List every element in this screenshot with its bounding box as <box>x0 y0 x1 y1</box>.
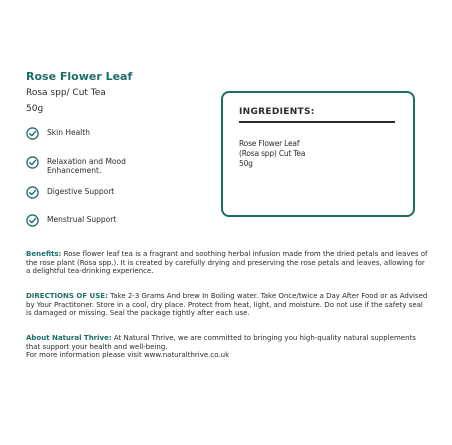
product-subtitle: Rosa spp/ Cut Tea <box>26 88 106 98</box>
benefit-item-menstrual <box>26 214 157 227</box>
ingredients-divider <box>239 121 395 123</box>
directions-paragraph <box>26 292 430 318</box>
ingredients-box <box>221 91 415 217</box>
about-label: About Natural Thrive: <box>26 334 112 342</box>
benefits-label: Benefits: <box>26 250 62 258</box>
about-text: At Natural Thrive, we are committed to bringing you high-quality natural supplements that support your health and well-being. <box>26 334 416 351</box>
check-circle-icon <box>26 156 39 169</box>
ingredients-heading: INGREDIENTS: <box>239 107 315 117</box>
benefit-label: Skin Health <box>47 128 90 137</box>
benefits-text: Rose flower leaf tea is a fragrant and soothing herbal infusion made from the dried petals and leaves of the rose plant (Rosa spp.). It is created by carefully drying and preserving the rose petals and leaves, allowing for a delightful tea-drinking experience. <box>26 250 428 276</box>
benefit-label: Relaxation and Mood Enhancement. <box>47 157 126 175</box>
about-paragraph <box>26 334 430 360</box>
benefit-item-digestive <box>26 186 157 199</box>
ingredient-line: 50g <box>239 159 253 168</box>
directions-text: Take 2-3 Grams And brew In Boiling water. Take Once/twice a Day After Food or as Advised by Your Practitoner. Store in a cool, dry place. Protect from heat, light, and moisture. Do not use if the safety seal is damaged or missing. Seal the package tightly after each use. <box>26 292 428 318</box>
ingredient-line: Rose Flower Leaf <box>239 139 300 148</box>
check-circle-icon <box>26 127 39 140</box>
benefits-paragraph <box>26 250 430 276</box>
benefit-label: Menstrual Support <box>47 215 117 224</box>
benefit-item-relaxation <box>26 156 157 175</box>
directions-label: DIRECTIONS OF USE: <box>26 292 108 300</box>
about-website-line: For more information please visit www.naturalthrive.co.uk <box>26 351 230 360</box>
check-circle-icon <box>26 186 39 199</box>
benefit-item-skin-health <box>26 127 157 140</box>
benefit-label: Digestive Support <box>47 187 115 196</box>
product-title: Rose Flower Leaf <box>26 70 133 83</box>
ingredient-line: (Rosa spp) Cut Tea <box>239 149 306 158</box>
check-circle-icon <box>26 214 39 227</box>
product-weight: 50g <box>26 104 44 114</box>
